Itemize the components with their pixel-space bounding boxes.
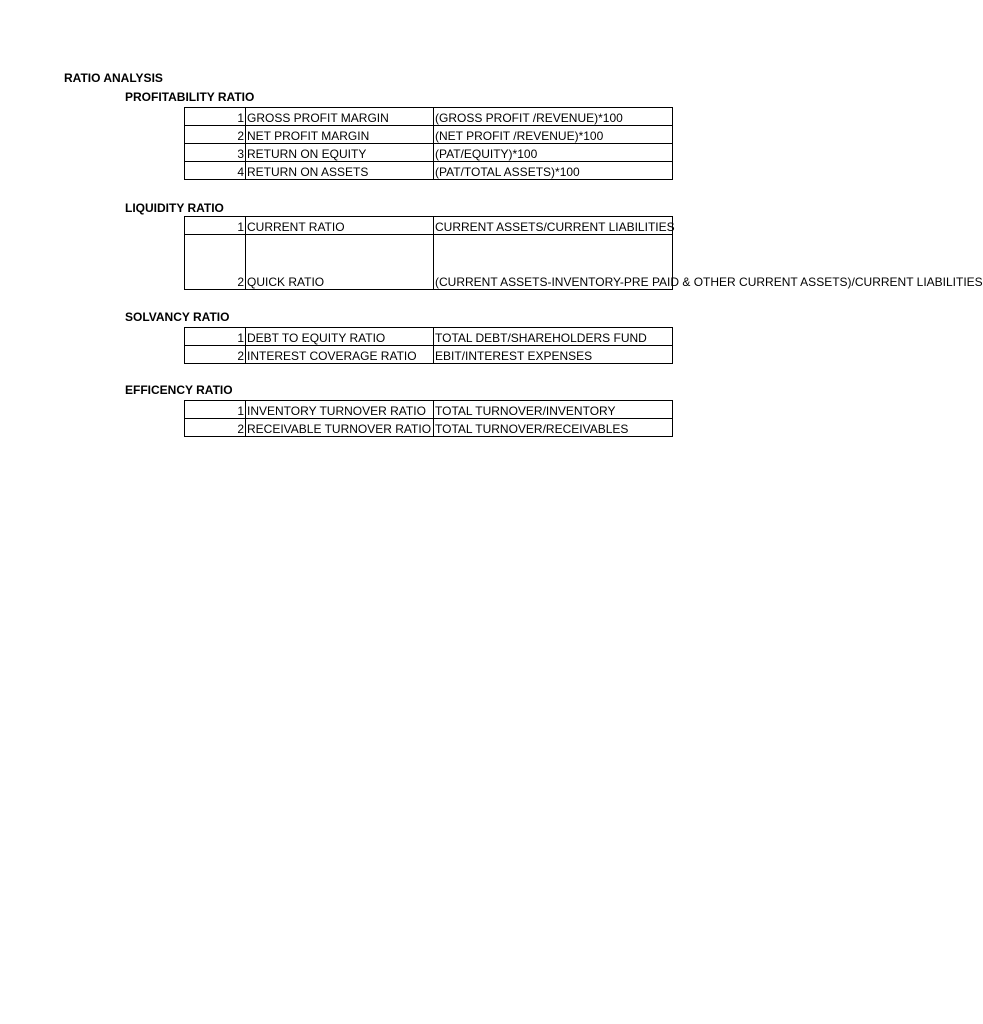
ratio-formula: (PAT/TOTAL ASSETS)*100 xyxy=(434,162,673,180)
ratio-name: RETURN ON ASSETS xyxy=(246,162,434,180)
row-number: 2 xyxy=(185,126,246,144)
ratio-formula: TOTAL DEBT/SHAREHOLDERS FUND xyxy=(434,328,673,346)
ratio-formula: TOTAL TURNOVER/RECEIVABLES xyxy=(434,419,673,437)
row-number: 2 xyxy=(185,419,246,437)
ratio-formula: EBIT/INTEREST EXPENSES xyxy=(434,346,673,364)
ratio-name: RECEIVABLE TURNOVER RATIO xyxy=(246,419,434,437)
row-number: 3 xyxy=(185,144,246,162)
ratio-name: CURRENT RATIO xyxy=(246,217,434,235)
table-row xyxy=(185,162,673,180)
ratio-name: QUICK RATIO xyxy=(246,235,434,290)
efficency-table xyxy=(184,400,673,437)
table-row xyxy=(185,328,673,346)
ratio-name: INTEREST COVERAGE RATIO xyxy=(246,346,434,364)
section-title-efficency: EFFICENCY RATIO xyxy=(125,383,233,397)
table-row xyxy=(185,235,673,290)
row-number: 4 xyxy=(185,162,246,180)
row-number: 1 xyxy=(185,328,246,346)
profitability-table xyxy=(184,107,673,180)
table-row xyxy=(185,108,673,126)
ratio-formula: TOTAL TURNOVER/INVENTORY xyxy=(434,401,673,419)
row-number: 1 xyxy=(185,108,246,126)
ratio-formula: (GROSS PROFIT /REVENUE)*100 xyxy=(434,108,673,126)
table-row xyxy=(185,126,673,144)
ratio-name: NET PROFIT MARGIN xyxy=(246,126,434,144)
section-title-solvancy: SOLVANCY RATIO xyxy=(125,310,230,324)
ratio-formula: (CURRENT ASSETS-INVENTORY-PRE PAID & OTHER CURRENT ASSETS)/CURRENT LIABILITIES xyxy=(434,235,673,290)
ratio-name: INVENTORY TURNOVER RATIO xyxy=(246,401,434,419)
ratio-formula: (PAT/EQUITY)*100 xyxy=(434,144,673,162)
row-number: 1 xyxy=(185,217,246,235)
row-number: 1 xyxy=(185,401,246,419)
row-number: 2 xyxy=(185,235,246,290)
ratio-formula: (NET PROFIT /REVENUE)*100 xyxy=(434,126,673,144)
ratio-formula: CURRENT ASSETS/CURRENT LIABILITIES xyxy=(434,217,673,235)
liquidity-table xyxy=(184,216,983,290)
row-number: 2 xyxy=(185,346,246,364)
solvancy-table xyxy=(184,327,673,364)
document-title: RATIO ANALYSIS xyxy=(64,71,163,85)
ratio-name: GROSS PROFIT MARGIN xyxy=(246,108,434,126)
table-row xyxy=(185,419,673,437)
table-row xyxy=(185,401,673,419)
section-title-liquidity: LIQUIDITY RATIO xyxy=(125,201,224,215)
table-row xyxy=(185,144,673,162)
ratio-name: RETURN ON EQUITY xyxy=(246,144,434,162)
table-row xyxy=(185,346,673,364)
table-row xyxy=(185,217,673,235)
ratio-name: DEBT TO EQUITY RATIO xyxy=(246,328,434,346)
section-title-profitability: PROFITABILITY RATIO xyxy=(125,90,255,104)
